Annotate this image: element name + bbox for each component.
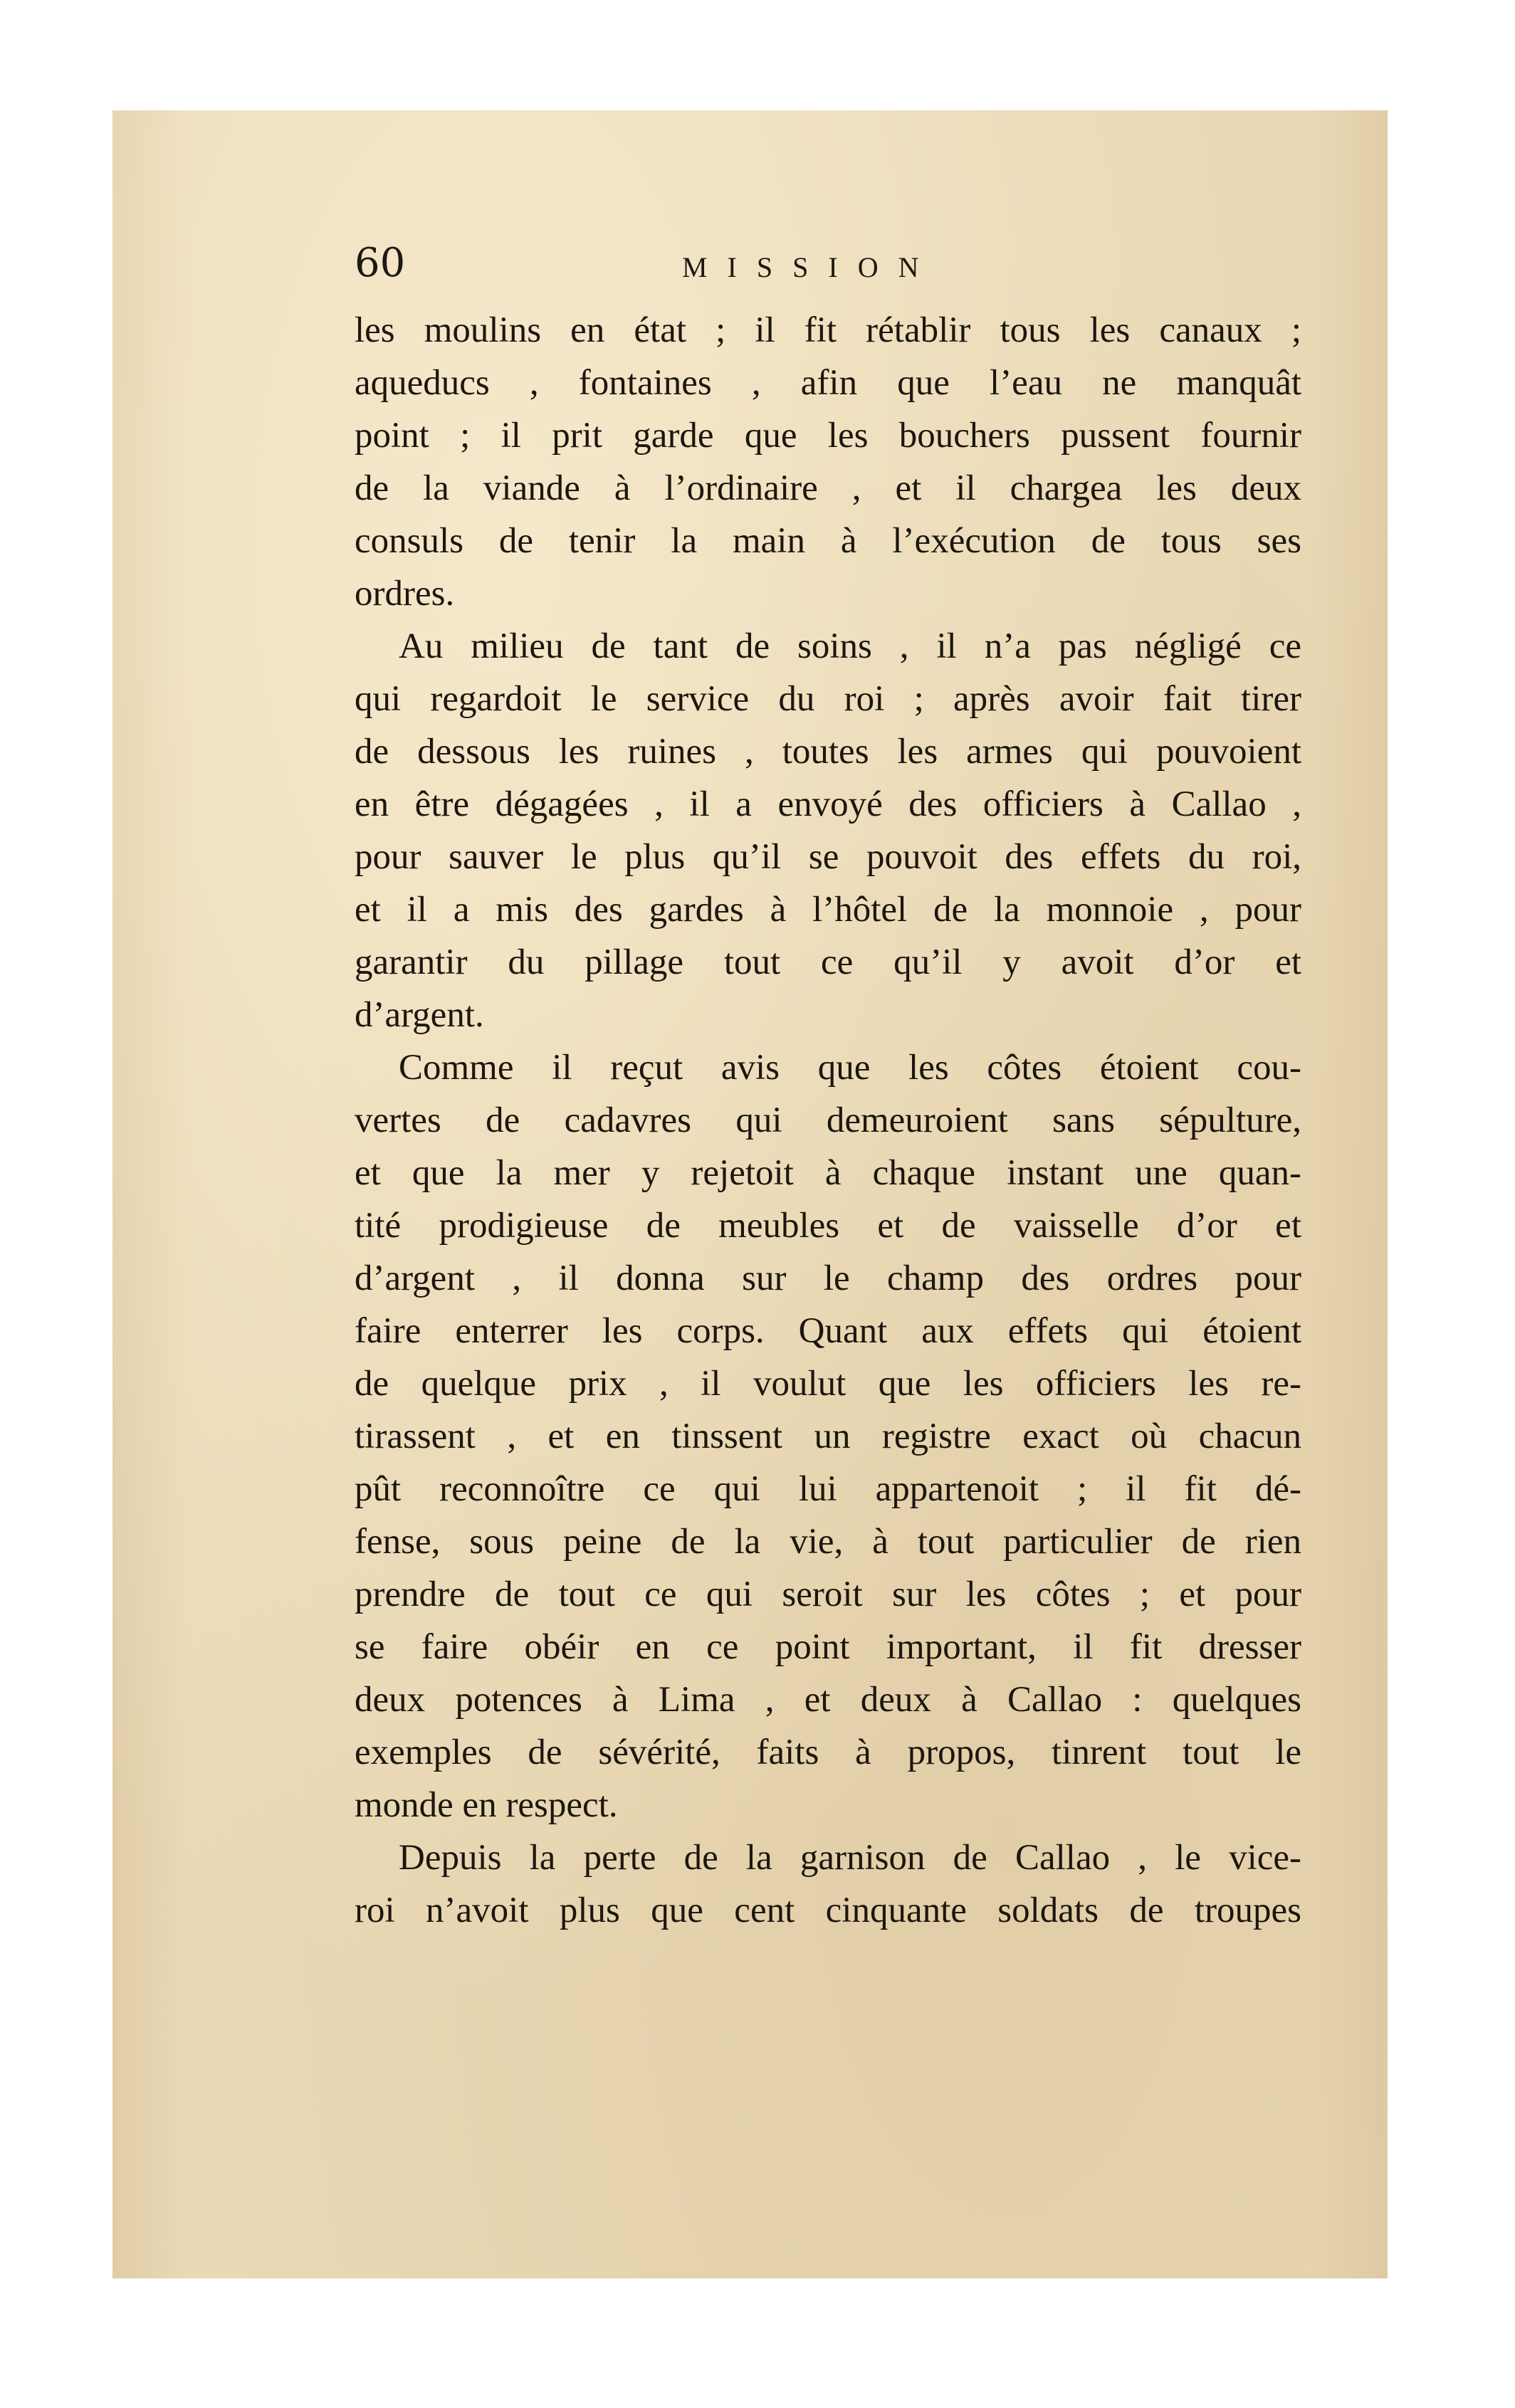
running-title: MISSION	[682, 251, 939, 283]
text-line: fense, sous peine de la vie, à tout particulier de rien	[355, 1522, 1301, 1562]
text-line: pour sauver le plus qu’il se pouvoit des effets du roi,	[355, 837, 1301, 877]
text-line: ordres.	[355, 574, 455, 614]
text-line: d’argent , il donna sur le champ des ordres pour	[355, 1258, 1301, 1298]
text-line: de la viande à l’ordinaire , et il chargea les deux	[355, 468, 1301, 508]
page-header	[355, 235, 1066, 292]
text-line: en être dégagées , il a envoyé des officiers à Callao ,	[355, 784, 1301, 824]
text-line: d’argent.	[355, 995, 484, 1035]
text-line: prendre de tout ce qui seroit sur les côtes ; et pour	[355, 1574, 1301, 1614]
text-line: consuls de tenir la main à l’exécution de tous ses	[355, 521, 1301, 561]
text-line: faire enterrer les corps. Quant aux effets qui étoient	[355, 1311, 1301, 1351]
text-line: roi n’avoit plus que cent cinquante soldats de troupes	[355, 1891, 1301, 1930]
text-line: pût reconnoître ce qui lui appartenoit ; il fit dé-	[355, 1469, 1301, 1509]
text-line: Au milieu de tant de soins , il n’a pas négligé ce	[399, 626, 1301, 666]
body-text	[355, 304, 1301, 1937]
text-line: qui regardoit le service du roi ; après avoir fait tirer	[355, 679, 1301, 719]
text-line: aqueducs , fontaines , afin que l’eau ne manquât	[355, 363, 1301, 403]
text-line: de quelque prix , il voulut que les officiers les re-	[355, 1364, 1301, 1404]
text-line: et il a mis des gardes à l’hôtel de la monnoie , pour	[355, 890, 1301, 930]
text-line: vertes de cadavres qui demeuroient sans sépulture,	[355, 1100, 1301, 1140]
text-line: Depuis la perte de la garnison de Callao , le vice-	[399, 1838, 1301, 1878]
text-line: exemples de sévérité, faits à propos, tinrent tout le	[355, 1733, 1301, 1772]
text-line: monde en respect.	[355, 1785, 618, 1825]
text-line: point ; il prit garde que les bouchers pussent fournir	[355, 416, 1301, 456]
text-line: les moulins en état ; il fit rétablir tous les canaux ;	[355, 310, 1301, 350]
text-line: se faire obéir en ce point important, il fit dresser	[355, 1627, 1301, 1667]
text-line: tirassent , et en tinssent un registre exact où chacun	[355, 1416, 1301, 1456]
text-line: et que la mer y rejetoit à chaque instant une quan-	[355, 1153, 1301, 1193]
text-line: deux potences à Lima , et deux à Callao : quelques	[355, 1680, 1301, 1720]
text-line: garantir du pillage tout ce qu’il y avoit d’or et	[355, 942, 1301, 982]
text-line: tité prodigieuse de meubles et de vaisselle d’or et	[355, 1206, 1301, 1246]
text-line: de dessous les ruines , toutes les armes qui pouvoient	[355, 732, 1301, 772]
book-page	[112, 110, 1388, 2278]
text-line: Comme il reçut avis que les côtes étoient cou-	[399, 1048, 1301, 1088]
page-number: 60	[355, 240, 406, 286]
